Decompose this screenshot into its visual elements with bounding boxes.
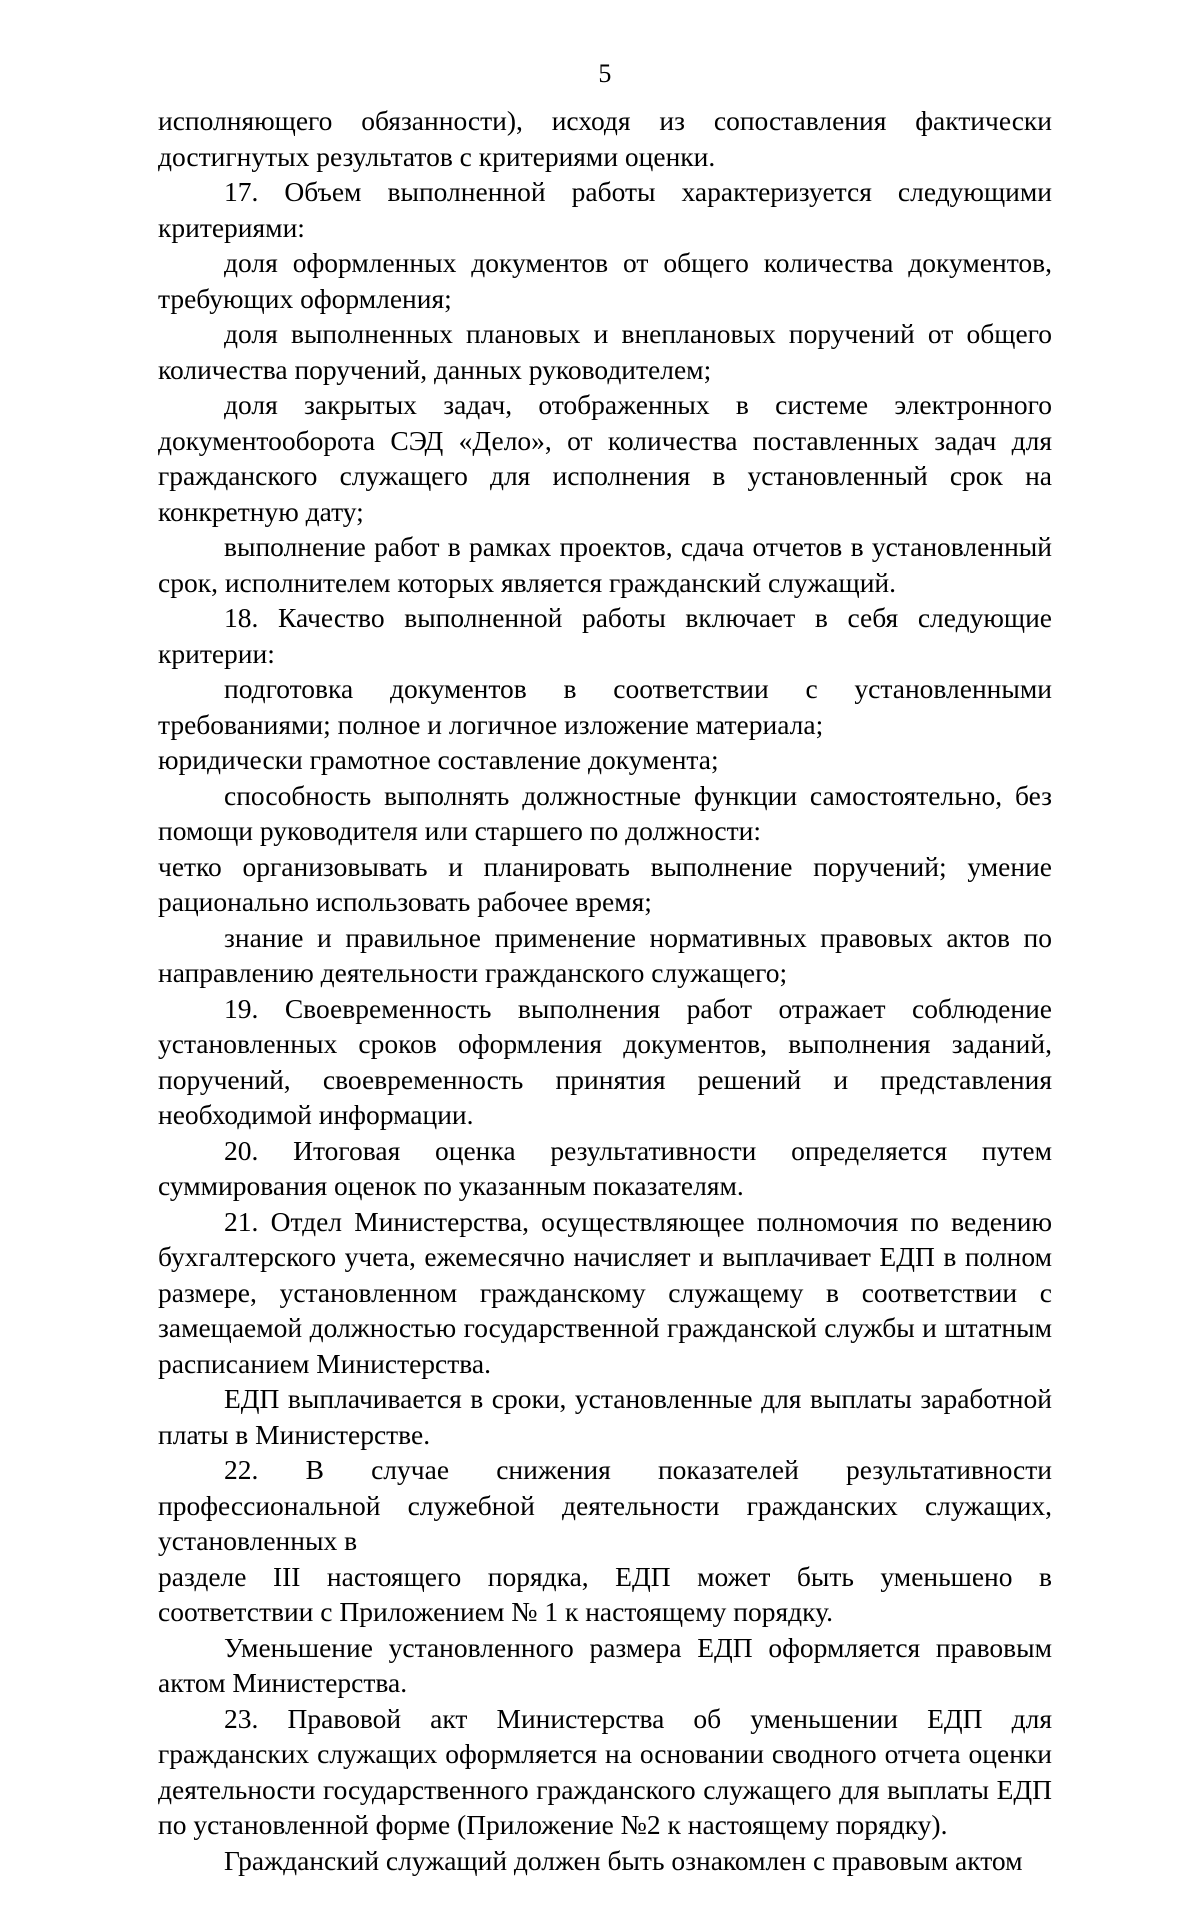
paragraph-20: 20. Итоговая оценка результативности определяется путем суммирования оценок по указанным показателям. <box>158 1134 1052 1202</box>
paragraph-22-item-c: Уменьшение установленного размера ЕДП оформляется правовым актом Министерства. <box>158 1631 1052 1699</box>
paragraph-17: 17. Объем выполненной работы характеризуется следующими критериями: <box>158 176 1052 243</box>
paragraph-18: 18. Качество выполненной работы включает в себя следующие критерии: <box>158 602 1052 669</box>
paragraph-22: 22. В случае снижения показателей результативности профессиональной служебной деятельности гражданских служащих, установленных в <box>158 1454 1052 1557</box>
paragraph-17-item-c: доля закрытых задач, отображенных в системе электронного документооборота СЭД «Дело», от количества поставленных задач для гражданского служащего для исполнения в установленный срок на конкретную дату; <box>158 389 1052 527</box>
page-number: 5 <box>598 59 612 88</box>
paragraph-18-item-c: способность выполнять должностные функции самостоятельно, без помощи руководителя или старшего по должности: <box>158 779 1052 847</box>
paragraph-18-item-d: четко организовывать и планировать выполнение поручений; умение рационально использовать рабочее время; <box>158 850 1052 918</box>
document-body <box>158 103 1052 1878</box>
paragraph-23-continued: Гражданский служащий должен быть ознакомлен с правовым актом <box>224 1844 1023 1876</box>
paragraph-17-item-b: доля выполненных плановых и внеплановых поручений от общего количества поручений, данных руководителем; <box>158 318 1052 385</box>
paragraph-23: 23. Правовой акт Министерства об уменьшении ЕДП для гражданских служащих оформляется на основании сводного отчета оценки деятельности государственного гражданского служащего для выплаты ЕДП по установленной форме (Приложение №2 к настоящему порядку). <box>158 1702 1052 1841</box>
paragraph-17-item-d: выполнение работ в рамках проектов, сдача отчетов в установленный срок, исполнителем которых является гражданский служащий. <box>158 531 1052 598</box>
paragraph-21-item-a: ЕДП выплачивается в сроки, установленные для выплаты заработной платы в Министерстве. <box>158 1383 1052 1450</box>
paragraph-17-item-a: доля оформленных документов от общего количества документов, требующих оформления; <box>158 247 1052 314</box>
paragraph-19: 19. Своевременность выполнения работ отражает соблюдение установленных сроков оформления документов, выполнения заданий, поручений, своевременность принятия решений и представления необходимой информации. <box>158 992 1052 1131</box>
paragraph-22-continued: разделе III настоящего порядка, ЕДП может быть уменьшено в соответствии с Приложением № 1 к настоящему порядку. <box>158 1560 1052 1628</box>
paragraph-18-item-b: юридически грамотное составление документа; <box>158 744 719 776</box>
paragraph-18-item-a: подготовка документов в соответствии с установленными требованиями; полное и логичное изложение материала; <box>158 673 1052 740</box>
paragraph-18-item-e: знание и правильное применение нормативных правовых актов по направлению деятельности гражданского служащего; <box>158 921 1052 989</box>
paragraph-continuation: исполняющего обязанности), исходя из сопоставления фактически достигнутых результатов с критериями оценки. <box>158 105 1052 172</box>
paragraph-21: 21. Отдел Министерства, осуществляющее полномочия по ведению бухгалтерского учета, ежемесячно начисляет и выплачивает ЕДП в полном размере, установленном гражданскому служащему в соответствии с замещаемой должностью государственной гражданской службы и штатным расписанием Министерства. <box>158 1205 1052 1379</box>
